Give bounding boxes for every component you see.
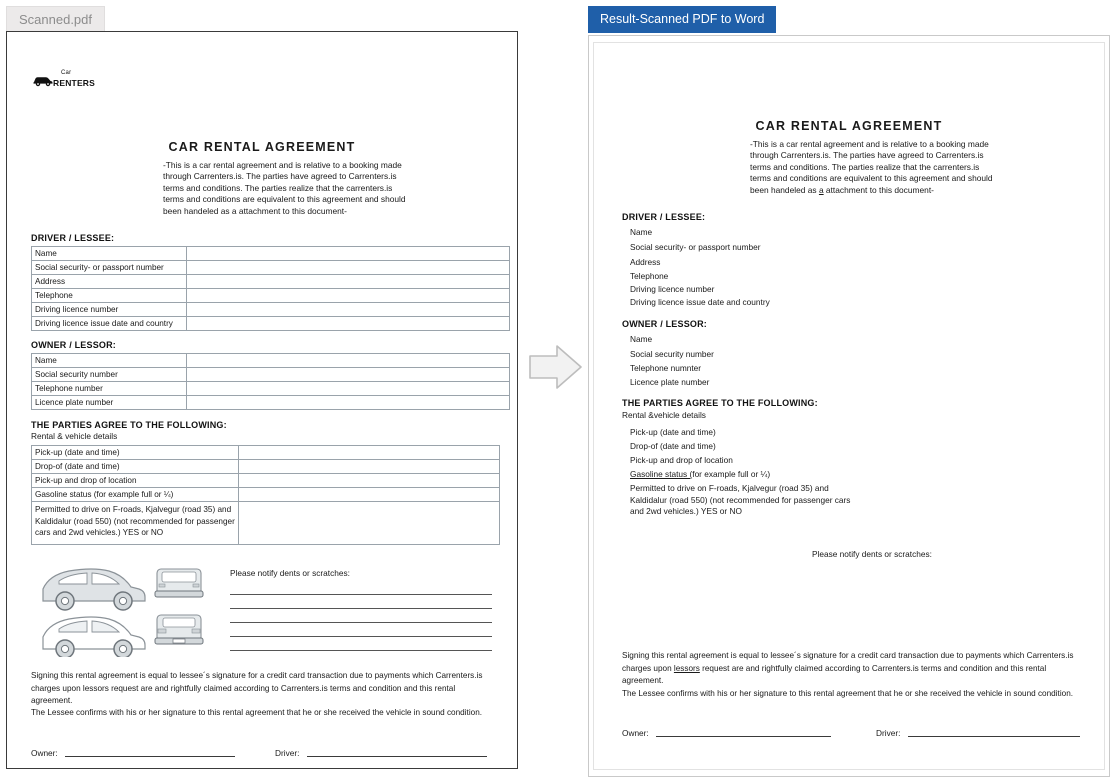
intro-underlined: a [818,184,824,195]
owner-label-0: Name [32,354,187,368]
car-renters-logo [33,70,103,92]
driver-label-2: Address [32,275,187,289]
driver-value-3[interactable] [187,289,510,303]
notify-line[interactable] [230,609,492,623]
rental-label-2: Pick-up and drop of location [32,474,239,488]
rental-label-1: Drop-of (date and time) [630,441,716,451]
table-row [32,368,510,382]
intro-part2: attachment to this document- [823,184,934,195]
table-row [32,488,500,502]
owner-label-2: Telephone numnter [630,363,702,373]
rental-label-0: Pick-up (date and time) [32,446,239,460]
gasoline-rest: for example full or ¼) [692,469,771,479]
vehicle-diagrams [35,557,220,662]
owner-label-2: Telephone number [32,382,187,396]
driver-label-3: Telephone [32,289,187,303]
owner-signature-line[interactable] [656,736,831,737]
driver-section-heading: DRIVER / LESSEE: [622,212,706,222]
notify-line[interactable] [230,595,492,609]
rental-value-0[interactable] [239,446,500,460]
rental-table [31,445,500,545]
owner-value-0[interactable] [187,354,510,368]
tab-result-word[interactable] [588,6,776,33]
owner-value-2[interactable] [187,382,510,396]
intro-part1: -This is a car rental agreement and is relative to a booking made through Carrenters.is. The parties have agreed to Carrenters.is terms and conditions. The parties realize that the carrenters.is terms and conditions are equivalent to this agreement and should been handeled as [750,139,993,195]
intro-paragraph: -This is a car rental agreement and is relative to a booking made through Carrenters.is. The parties have agreed to Carrenters.is terms and conditions. The parties realize that the carrenters.is terms and conditions are equivalent to this agreement and should been handeled as a attachment to this document- [163,160,406,216]
rental-value-4[interactable] [239,502,500,545]
driver-table [31,246,510,331]
table-row [32,396,510,410]
parties-heading: THE PARTIES AGREE TO THE FOLLOWING: [622,398,818,408]
notify-line[interactable] [230,581,492,595]
rental-value-2[interactable] [239,474,500,488]
owner-label-1: Social security number [630,349,714,359]
table-row [32,261,510,275]
rental-label-1: Drop-of (date and time) [32,460,239,474]
closing-1a: Signing this rental agreement is equal to lessee´s signature for a credit card transaction due to payments which Carrenters.is charges upon [622,651,1074,673]
car-icon [33,73,53,87]
owner-section-heading: OWNER / LESSOR: [31,340,117,350]
owner-label-3: Licence plate number [32,396,187,410]
driver-signature-line[interactable] [908,736,1080,737]
rental-label-0: Pick-up (date and time) [630,427,716,437]
driver-label-5: Driving licence issue date and country [32,317,187,331]
word-result-viewer [588,35,1110,777]
tab-scanned-pdf[interactable] [6,6,105,33]
driver-label-4: Driving licence number [32,303,187,317]
table-row [32,289,510,303]
owner-label-0: Name [630,334,653,344]
table-row [32,354,510,368]
rental-label-4: Permitted to drive on F-roads, Kjalvegur (road 35) and Kaldidalur (road 550) (not recommended for passenger cars and 2wd vehicles.) YES or NO [630,483,851,516]
owner-signature-line[interactable] [65,756,235,757]
rental-label-3: Gasoline status (for example full or ¼) [32,488,239,502]
driver-value-1[interactable] [187,261,510,275]
rental-subtitle: Rental &vehicle details [622,410,706,420]
page-title: CAR RENTAL AGREEMENT [755,119,943,133]
driver-value-5[interactable] [187,317,510,331]
closing-paragraph-2: The Lessee confirms with his or her signature to this rental agreement that he or she received the vehicle in sound condition. [622,689,1074,698]
driver-value-4[interactable] [187,303,510,317]
notify-line[interactable] [230,637,492,651]
closing-paragraph-1 [622,650,1078,688]
scanned-pdf-page [6,31,518,769]
owner-label-1: Social security number [32,368,187,382]
owner-section-heading: OWNER / LESSOR: [622,319,708,329]
driver-section-heading: DRIVER / LESSEE: [31,233,115,243]
notify-lines[interactable] [230,581,492,651]
driver-value-2[interactable] [187,275,510,289]
driver-label-1: Social security- or passport number [32,261,187,275]
rental-label-4: Permitted to drive on F-roads, Kjalvegur (road 35) and Kaldidalur (road 550) (not recommended for passenger cars and 2wd vehicles.) YES or NO [32,502,239,545]
notify-label: Please notify dents or scratches: [230,568,350,578]
table-row [32,382,510,396]
driver-label-1: Social security- or passport number [630,242,761,252]
driver-label-0: Name [32,247,187,261]
driver-value-0[interactable] [187,247,510,261]
table-row [32,303,510,317]
intro-paragraph [750,139,1002,196]
rental-value-1[interactable] [239,460,500,474]
notify-label: Please notify dents or scratches: [812,549,932,559]
table-row [32,317,510,331]
table-row [32,502,500,545]
driver-label-4: Driving licence number [630,284,715,294]
driver-signature-line[interactable] [307,756,487,757]
tab-result-word-label: Result-Scanned PDF to Word [600,12,765,26]
convert-arrow-icon [527,342,585,392]
tab-scanned-pdf-label: Scanned.pdf [19,12,93,27]
rental-label-2: Pick-up and drop of location [630,455,733,465]
vehicle-diagram-icons [35,557,220,657]
notify-line[interactable] [230,623,492,637]
table-row [32,247,510,261]
driver-label-5: Driving licence issue date and country [630,297,770,307]
rental-label-3 [630,469,770,479]
driver-label-2: Address [630,257,661,267]
word-result-page [593,42,1105,770]
table-row [32,474,500,488]
page-title: CAR RENTAL AGREEMENT [168,140,356,154]
table-row [32,460,500,474]
driver-signature-label: Driver: [876,728,901,738]
closing-1-underlined: lessors [673,663,700,673]
owner-table [31,353,510,410]
driver-signature-label: Driver: [275,748,300,758]
owner-label-3: Licence plate number [630,377,710,387]
table-row [32,446,500,460]
logo-line1: Car [61,70,72,76]
owner-signature-label: Owner: [31,748,58,758]
owner-signature-label: Owner: [622,728,649,738]
owner-value-1[interactable] [187,368,510,382]
driver-label-3: Telephone [630,271,669,281]
rental-value-3[interactable] [239,488,500,502]
driver-label-0: Name [630,227,653,237]
closing-paragraph-1: Signing this rental agreement is equal to lessee´s signature for a credit card transaction due to payments which Carrenters.is charges upon lessors request are and rightfully claimed according to Carrenters.is terms and condition and this rental agreement. [31,671,483,705]
parties-heading: THE PARTIES AGREE TO THE FOLLOWING: [31,420,227,430]
closing-paragraph-2: The Lessee confirms with his or her signature to this rental agreement that he or she received the vehicle in sound condition. [31,708,483,717]
owner-value-3[interactable] [187,396,510,410]
logo-line2: RENTERS [53,78,96,88]
table-row [32,275,510,289]
closing-1b: request are and rightfully claimed according to Carrenters.is terms and condition and this rental agreement. [622,663,1047,685]
rental-subtitle: Rental & vehicle details [31,431,118,441]
gasoline-underlined: Gasoline status ( [630,469,693,479]
